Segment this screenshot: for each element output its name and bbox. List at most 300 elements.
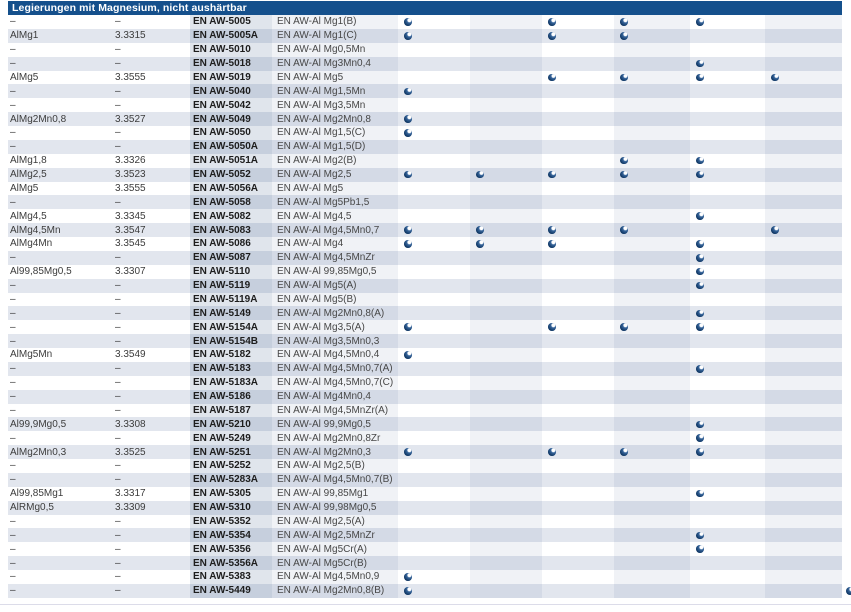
en-aw-al-designation-cell: EN AW-Al Mg4,5Mn0,7(A) [272, 362, 398, 376]
en-aw-number-cell: EN AW-5210 [190, 417, 272, 431]
dot-column-3-cell [542, 376, 614, 390]
dot-column-1-cell [398, 473, 470, 487]
dot-column-1-cell [398, 431, 470, 445]
old-designation-cell: – [10, 16, 16, 28]
table-row [8, 223, 842, 237]
material-number-cell: – [115, 99, 121, 111]
dot-column-6-cell [765, 84, 842, 98]
dot-column-1-cell [398, 237, 470, 251]
en-aw-al-designation-cell: EN AW-Al Mg4,5MnZr(A) [272, 404, 398, 418]
en-aw-number-cell: EN AW-5183 [190, 362, 272, 376]
dot-column-1-cell [398, 390, 470, 404]
availability-dot-icon [620, 74, 628, 82]
table-row [8, 265, 842, 279]
en-aw-al-designation-cell: EN AW-Al Mg5Pb1,5 [272, 195, 398, 209]
dot-column-2-cell [470, 515, 542, 529]
table-row [8, 404, 842, 418]
en-aw-al-designation-cell: EN AW-Al Mg0,5Mn [272, 43, 398, 57]
table-row [8, 182, 842, 196]
dot-column-6-cell [765, 195, 842, 209]
table-row [8, 195, 842, 209]
en-aw-al-designation-cell: EN AW-Al Mg3,5Mn0,3 [272, 334, 398, 348]
material-number-cell: – [115, 141, 121, 153]
dot-column-4-cell [614, 15, 690, 29]
availability-dot-icon [620, 32, 628, 40]
material-number-cell: – [115, 44, 121, 56]
dot-column-1-cell [398, 140, 470, 154]
material-number-cell: – [115, 585, 121, 597]
dot-column-4-cell [614, 279, 690, 293]
dot-column-3-cell [542, 528, 614, 542]
dot-column-4-cell [614, 43, 690, 57]
old-designation-cell: – [10, 377, 16, 389]
old-designation-cell: – [10, 335, 16, 347]
dot-column-5-cell [690, 515, 765, 529]
availability-dot-icon [696, 212, 704, 220]
dot-column-3-cell [542, 362, 614, 376]
en-aw-number-cell: EN AW-5056A [190, 182, 272, 196]
old-designation-cell: AlRMg0,5 [10, 502, 54, 514]
dot-column-6-cell [765, 98, 842, 112]
en-aw-al-designation-cell: EN AW-Al Mg4,5Mn0,7 [272, 223, 398, 237]
dot-column-3-cell [542, 556, 614, 570]
dot-column-3-cell [542, 542, 614, 556]
availability-dot-icon [404, 88, 412, 96]
dot-column-6-cell [765, 459, 842, 473]
availability-dot-icon [620, 226, 628, 234]
dot-column-4-cell [614, 251, 690, 265]
dot-column-1-cell [398, 279, 470, 293]
dot-column-2-cell [470, 154, 542, 168]
dot-column-4-cell [614, 334, 690, 348]
table-row [8, 279, 842, 293]
en-aw-number-cell: EN AW-5252 [190, 459, 272, 473]
table-row [8, 293, 842, 307]
en-aw-number-cell: EN AW-5356 [190, 542, 272, 556]
dot-column-2-cell [470, 376, 542, 390]
dot-column-6-cell [765, 556, 842, 570]
old-designation-cell: – [10, 321, 16, 333]
alloy-table [8, 15, 842, 598]
en-aw-number-cell: EN AW-5249 [190, 431, 272, 445]
availability-dot-icon [620, 157, 628, 165]
availability-dot-icon [404, 115, 412, 123]
availability-dot-icon [548, 226, 556, 234]
dot-column-6-cell [765, 417, 842, 431]
dot-column-4-cell [614, 459, 690, 473]
dot-column-1-cell [398, 43, 470, 57]
material-number-cell: – [115, 529, 121, 541]
dot-column-2-cell [470, 431, 542, 445]
dot-column-2-cell [470, 265, 542, 279]
old-designation-cell: – [10, 474, 16, 486]
en-aw-number-cell: EN AW-5183A [190, 376, 272, 390]
availability-dot-icon [548, 32, 556, 40]
old-designation-cell: AlMg2Mn0,8 [10, 113, 67, 125]
material-number-cell: – [115, 515, 121, 527]
dot-column-5-cell [690, 154, 765, 168]
dot-column-4-cell [614, 473, 690, 487]
en-aw-number-cell: EN AW-5049 [190, 112, 272, 126]
dot-column-2-cell [470, 43, 542, 57]
dot-column-6-cell [765, 306, 842, 320]
dot-column-5-cell [690, 279, 765, 293]
dot-column-1-cell [398, 15, 470, 29]
old-designation-cell: – [10, 557, 16, 569]
dot-column-3-cell [542, 404, 614, 418]
en-aw-al-designation-cell: EN AW-Al Mg4,5MnZr [272, 251, 398, 265]
old-designation-cell: – [10, 141, 16, 153]
dot-column-1-cell [398, 265, 470, 279]
table-row [8, 334, 842, 348]
dot-column-5-cell [690, 57, 765, 71]
dot-column-4-cell [614, 362, 690, 376]
dot-column-6-cell [765, 584, 842, 598]
dot-column-6-cell [765, 445, 842, 459]
availability-dot-icon [548, 18, 556, 26]
en-aw-al-designation-cell: EN AW-Al Mg3,5Mn [272, 98, 398, 112]
table-row [8, 376, 842, 390]
availability-dot-icon [404, 226, 412, 234]
dot-column-1-cell [398, 182, 470, 196]
dot-column-4-cell [614, 348, 690, 362]
dot-column-6-cell [765, 251, 842, 265]
en-aw-al-designation-cell: EN AW-Al Mg2Mn0,8(A) [272, 306, 398, 320]
availability-dot-icon [696, 240, 704, 248]
availability-dot-icon [476, 171, 484, 179]
dot-column-6-cell [765, 112, 842, 126]
dot-column-3-cell [542, 417, 614, 431]
bottom-divider [0, 604, 851, 605]
dot-column-6-cell [765, 376, 842, 390]
dot-column-3-cell [542, 445, 614, 459]
old-designation-cell: AlMg4,5Mn [10, 224, 61, 236]
en-aw-al-designation-cell: EN AW-Al Mg5Cr(B) [272, 556, 398, 570]
en-aw-al-designation-cell: EN AW-Al Mg5 [272, 71, 398, 85]
dot-column-4-cell [614, 182, 690, 196]
dot-column-4-cell [614, 417, 690, 431]
dot-column-3-cell [542, 306, 614, 320]
dot-column-2-cell [470, 473, 542, 487]
table-row [8, 98, 842, 112]
en-aw-al-designation-cell: EN AW-Al Mg4,5Mn0,4 [272, 348, 398, 362]
availability-dot-icon [696, 365, 704, 373]
table-row [8, 362, 842, 376]
table-row [8, 112, 842, 126]
en-aw-number-cell: EN AW-5154A [190, 320, 272, 334]
dot-column-5-cell [690, 320, 765, 334]
material-number-cell: – [115, 460, 121, 472]
dot-column-2-cell [470, 237, 542, 251]
dot-column-3-cell [542, 71, 614, 85]
material-number-cell: 3.3309 [115, 502, 146, 514]
table-row [8, 57, 842, 71]
en-aw-number-cell: EN AW-5005 [190, 15, 272, 29]
material-number-cell: – [115, 571, 121, 583]
availability-dot-icon [620, 323, 628, 331]
dot-column-1-cell [398, 348, 470, 362]
dot-column-1-cell [398, 501, 470, 515]
dot-column-3-cell [542, 279, 614, 293]
dot-column-5-cell [690, 168, 765, 182]
dot-column-1-cell [398, 98, 470, 112]
availability-dot-icon [548, 171, 556, 179]
table-row [8, 140, 842, 154]
en-aw-number-cell: EN AW-5019 [190, 71, 272, 85]
dot-column-6-cell [765, 570, 842, 584]
dot-column-2-cell [470, 84, 542, 98]
old-designation-cell: Al99,9Mg0,5 [10, 418, 67, 430]
dot-column-3-cell [542, 334, 614, 348]
material-number-cell: – [115, 363, 121, 375]
old-designation-cell: – [10, 44, 16, 56]
dot-column-5-cell [690, 501, 765, 515]
availability-dot-icon [404, 587, 412, 595]
dot-column-2-cell [470, 251, 542, 265]
old-designation-cell: – [10, 99, 16, 111]
dot-column-1-cell [398, 570, 470, 584]
dot-column-6-cell [765, 528, 842, 542]
dot-column-5-cell [690, 542, 765, 556]
dot-column-1-cell [398, 154, 470, 168]
dot-column-6-cell [765, 390, 842, 404]
material-number-cell: 3.3555 [115, 71, 146, 83]
en-aw-number-cell: EN AW-5042 [190, 98, 272, 112]
dot-column-2-cell [470, 112, 542, 126]
dot-column-2-cell [470, 223, 542, 237]
dot-column-2-cell [470, 29, 542, 43]
dot-column-1-cell [398, 84, 470, 98]
en-aw-al-designation-cell: EN AW-Al 99,85Mg1 [272, 487, 398, 501]
dot-column-2-cell [470, 445, 542, 459]
material-number-cell: – [115, 196, 121, 208]
dot-column-1-cell [398, 515, 470, 529]
en-aw-al-designation-cell: EN AW-Al Mg5 [272, 182, 398, 196]
material-number-cell: 3.3308 [115, 418, 146, 430]
table-row [8, 459, 842, 473]
en-aw-number-cell: EN AW-5186 [190, 390, 272, 404]
availability-dot-icon [696, 60, 704, 68]
en-aw-number-cell: EN AW-5356A [190, 556, 272, 570]
en-aw-number-cell: EN AW-5058 [190, 195, 272, 209]
material-number-cell: – [115, 127, 121, 139]
dot-column-6-cell [765, 126, 842, 140]
dot-column-1-cell [398, 459, 470, 473]
dot-column-4-cell [614, 584, 690, 598]
dot-column-5-cell [690, 293, 765, 307]
table-row [8, 431, 842, 445]
dot-column-1-cell [398, 57, 470, 71]
en-aw-number-cell: EN AW-5052 [190, 168, 272, 182]
en-aw-al-designation-cell: EN AW-Al 99,9Mg0,5 [272, 417, 398, 431]
dot-column-1-cell [398, 417, 470, 431]
dot-column-5-cell [690, 348, 765, 362]
availability-dot-icon [696, 532, 704, 540]
dot-column-2-cell [470, 168, 542, 182]
availability-dot-icon [696, 448, 704, 456]
availability-dot-icon [404, 323, 412, 331]
material-number-cell: – [115, 391, 121, 403]
dot-column-2-cell [470, 98, 542, 112]
en-aw-al-designation-cell: EN AW-Al Mg2Mn0,8(B) [272, 584, 398, 598]
en-aw-al-designation-cell: EN AW-Al Mg4,5Mn0,7(C) [272, 376, 398, 390]
availability-dot-icon [696, 282, 704, 290]
dot-column-3-cell [542, 265, 614, 279]
table-row [8, 43, 842, 57]
dot-column-4-cell [614, 154, 690, 168]
dot-column-3-cell [542, 29, 614, 43]
en-aw-al-designation-cell: EN AW-Al Mg2Mn0,3 [272, 445, 398, 459]
old-designation-cell: – [10, 280, 16, 292]
dot-column-4-cell [614, 501, 690, 515]
dot-column-1-cell [398, 320, 470, 334]
dot-column-3-cell [542, 140, 614, 154]
en-aw-number-cell: EN AW-5005A [190, 29, 272, 43]
dot-column-6-cell [765, 57, 842, 71]
table-row [8, 570, 842, 584]
en-aw-al-designation-cell: EN AW-Al Mg2Mn0,8 [272, 112, 398, 126]
material-number-cell: – [115, 85, 121, 97]
dot-column-5-cell [690, 431, 765, 445]
dot-column-6-cell [765, 265, 842, 279]
table-row [8, 473, 842, 487]
en-aw-al-designation-cell: EN AW-Al Mg2,5(A) [272, 515, 398, 529]
en-aw-number-cell: EN AW-5251 [190, 445, 272, 459]
dot-column-6-cell [765, 154, 842, 168]
table-row [8, 237, 842, 251]
dot-column-6-cell [765, 404, 842, 418]
dot-column-6-cell [765, 182, 842, 196]
availability-dot-icon [696, 310, 704, 318]
dot-column-1-cell [398, 29, 470, 43]
dot-column-5-cell [690, 376, 765, 390]
material-number-cell: – [115, 557, 121, 569]
dot-column-3-cell [542, 223, 614, 237]
dot-column-6-cell [765, 209, 842, 223]
material-number-cell: – [115, 377, 121, 389]
material-number-cell: – [115, 321, 121, 333]
dot-column-3-cell [542, 195, 614, 209]
en-aw-number-cell: EN AW-5154B [190, 334, 272, 348]
table-row [8, 209, 842, 223]
dot-column-6-cell [765, 431, 842, 445]
availability-dot-icon [696, 171, 704, 179]
en-aw-al-designation-cell: EN AW-Al Mg1(C) [272, 29, 398, 43]
dot-column-3-cell [542, 182, 614, 196]
availability-dot-icon [404, 18, 412, 26]
table-row [8, 556, 842, 570]
dot-column-4-cell [614, 29, 690, 43]
dot-column-6-cell [765, 29, 842, 43]
dot-column-2-cell [470, 334, 542, 348]
availability-dot-icon [404, 448, 412, 456]
dot-column-2-cell [470, 584, 542, 598]
dot-column-1-cell [398, 195, 470, 209]
dot-column-3-cell [542, 390, 614, 404]
dot-column-2-cell [470, 556, 542, 570]
availability-dot-icon [404, 351, 412, 359]
table-row [8, 126, 842, 140]
dot-column-4-cell [614, 431, 690, 445]
dot-column-5-cell [690, 251, 765, 265]
dot-column-2-cell [470, 306, 542, 320]
en-aw-number-cell: EN AW-5352 [190, 515, 272, 529]
material-number-cell: 3.3547 [115, 224, 146, 236]
availability-dot-icon [476, 240, 484, 248]
dot-column-5-cell [690, 445, 765, 459]
availability-dot-icon [771, 226, 779, 234]
dot-column-2-cell [470, 348, 542, 362]
en-aw-al-designation-cell: EN AW-Al 99,85Mg0,5 [272, 265, 398, 279]
dot-column-1-cell [398, 126, 470, 140]
old-designation-cell: – [10, 515, 16, 527]
dot-column-1-cell [398, 362, 470, 376]
en-aw-al-designation-cell: EN AW-Al Mg4,5Mn0,9 [272, 570, 398, 584]
dot-column-5-cell [690, 223, 765, 237]
material-number-cell: 3.3307 [115, 266, 146, 278]
dot-column-5-cell [690, 417, 765, 431]
en-aw-number-cell: EN AW-5110 [190, 265, 272, 279]
old-designation-cell: AlMg2Mn0,3 [10, 446, 67, 458]
dot-column-3-cell [542, 15, 614, 29]
table-row [8, 306, 842, 320]
dot-column-6-cell [765, 279, 842, 293]
availability-dot-icon [548, 323, 556, 331]
en-aw-al-designation-cell: EN AW-Al Mg5(B) [272, 293, 398, 307]
availability-dot-icon [404, 32, 412, 40]
dot-column-4-cell [614, 223, 690, 237]
dot-column-3-cell [542, 126, 614, 140]
dot-column-2-cell [470, 459, 542, 473]
dot-column-4-cell [614, 528, 690, 542]
en-aw-number-cell: EN AW-5086 [190, 237, 272, 251]
availability-dot-icon [548, 448, 556, 456]
availability-dot-icon [696, 490, 704, 498]
en-aw-number-cell: EN AW-5040 [190, 84, 272, 98]
dot-column-5-cell [690, 195, 765, 209]
dot-column-6-cell [765, 320, 842, 334]
en-aw-al-designation-cell: EN AW-Al Mg2,5 [272, 168, 398, 182]
dot-column-3-cell [542, 84, 614, 98]
availability-dot-icon [696, 434, 704, 442]
dot-column-3-cell [542, 320, 614, 334]
dot-column-4-cell [614, 390, 690, 404]
dot-column-3-cell [542, 237, 614, 251]
dot-column-4-cell [614, 293, 690, 307]
dot-column-1-cell [398, 584, 470, 598]
dot-column-2-cell [470, 320, 542, 334]
section-title: Legierungen mit Magnesium, nicht aushärtbar [12, 2, 247, 14]
en-aw-al-designation-cell: EN AW-Al Mg5Cr(A) [272, 542, 398, 556]
dot-column-2-cell [470, 390, 542, 404]
table-row [8, 71, 842, 85]
table-section-header [8, 1, 842, 15]
en-aw-number-cell: EN AW-5354 [190, 528, 272, 542]
table-row [8, 487, 842, 501]
dot-column-4-cell [614, 71, 690, 85]
old-designation-cell: AlMg1,8 [10, 155, 47, 167]
dot-column-5-cell [690, 71, 765, 85]
dot-column-5-cell [690, 487, 765, 501]
material-number-cell: 3.3326 [115, 155, 146, 167]
material-number-cell: 3.3555 [115, 182, 146, 194]
dot-column-4-cell [614, 487, 690, 501]
dot-column-5-cell [690, 29, 765, 43]
availability-dot-icon [548, 240, 556, 248]
old-designation-cell: – [10, 571, 16, 583]
dot-column-5-cell [690, 112, 765, 126]
dot-column-5-cell [690, 15, 765, 29]
